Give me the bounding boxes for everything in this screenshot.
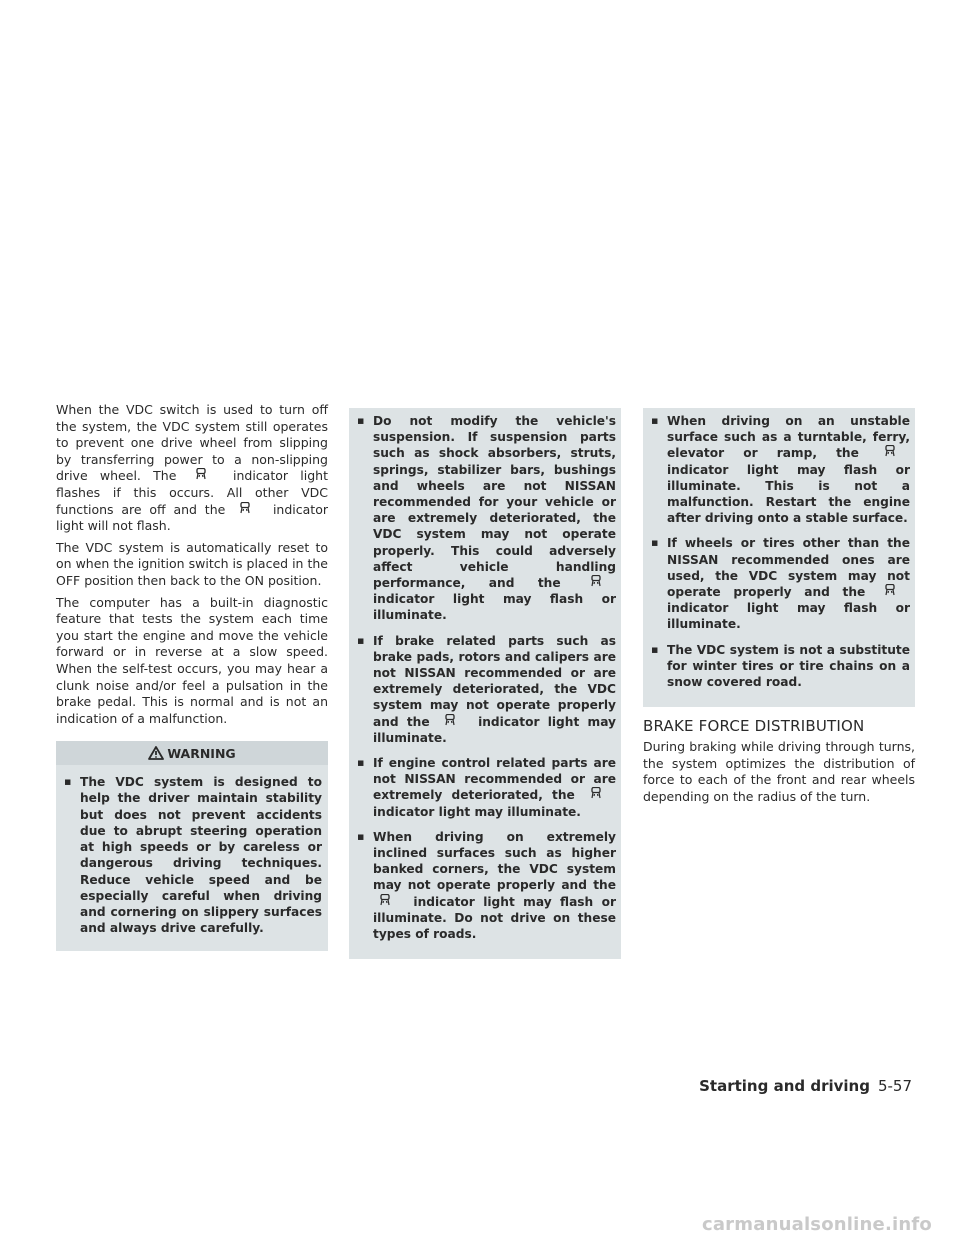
- footer-section-title: Starting and driving: [699, 1077, 870, 1095]
- list-item: ▪ If wheels or tires other than the NISSAN recommended ones are used, the VDC system may not operate properly and the indicator light may flash or illuminate.: [643, 535, 910, 632]
- list-item: ▪ When driving on extremely inclined surfaces such as higher banked corners, the VDC system may not operate properly and the indicator light may flash or illuminate. Do not drive on these types of roads.: [349, 829, 616, 942]
- warning-item: ▪ The VDC system is designed to help the driver maintain stability but does not prevent accidents due to abrupt steering operation at high speeds or by careless or dangerous driving techniques. Reduce vehicle speed and be especially careful when driving and cornering on slippery surfaces and always drive carefully.: [56, 774, 322, 936]
- page-number: 5-57: [877, 1077, 912, 1095]
- paragraph-vdc-switch: When the VDC switch is used to turn off the system, the VDC system still operates to prevent one drive wheel from slipping by transferring power to a non-slipping drive wheel. The indicator light flashes if this occurs. All other VDC functions are off and the indicator light will not flash.: [56, 402, 328, 534]
- paragraph-diagnostic: The computer has a built-in diagnostic feature that tests the system each time you start the engine and move the vehicle forward or in reverse at a slow speed. When the self-test occurs, you may hear a clunk noise and/or feel a pulsation in the brake pedal. This is normal and is not an indication of a malfunction.: [56, 594, 328, 726]
- vdc-off-indicator-icon: [442, 714, 458, 727]
- caution-list-2: [349, 413, 616, 942]
- warning-list: [56, 765, 328, 951]
- caution-list-3: [643, 413, 910, 690]
- vdc-off-indicator-icon: [237, 502, 253, 515]
- column-2: [349, 408, 621, 959]
- vdc-off-indicator-icon: [882, 445, 898, 458]
- vdc-off-indicator-icon: [377, 894, 393, 907]
- caution-box-2: [349, 408, 621, 959]
- vdc-off-indicator-icon: [193, 468, 209, 481]
- section-title-brake-force: BRAKE FORCE DISTRIBUTION: [643, 717, 865, 736]
- watermark: carmanualsonline.info: [701, 1214, 932, 1235]
- caution-box-3: [643, 408, 915, 707]
- warning-title: WARNING: [167, 745, 236, 761]
- paragraph-auto-reset: The VDC system is automatically reset to on when the ignition switch is placed in the OFF position then back to the ON position.: [56, 539, 328, 588]
- list-item: ▪ When driving on an unstable surface such as a turntable, ferry, elevator or ramp, the indicator light may flash or illuminate. This is not a malfunction. Restart the engine after driving onto a stable surface.: [643, 413, 910, 526]
- vdc-off-indicator-icon: [882, 584, 898, 597]
- warning-box: [56, 741, 328, 951]
- warning-header: [56, 741, 328, 765]
- list-item: ▪ Do not modify the vehicle's suspension. If suspension parts such as shock absorbers, struts, springs, stabilizer bars, bushings and wheels are not NISSAN recommended for your vehicle or are extremely deteriorated, the VDC system may not operate properly. This could adversely affect vehicle handling performance, and the indicator light may flash or illuminate.: [349, 413, 616, 624]
- column-3: [643, 408, 915, 811]
- page-footer: [699, 1077, 912, 1095]
- vdc-off-indicator-icon: [588, 787, 604, 800]
- column-1: [56, 402, 328, 951]
- list-item: ▪ If brake related parts such as brake pads, rotors and calipers are not NISSAN recommended or are extremely deteriorated, the VDC system may not operate properly and the indicator light may illuminate.: [349, 633, 616, 746]
- vdc-off-indicator-icon: [588, 575, 604, 588]
- list-item: ▪ The VDC system is not a substitute for winter tires or tire chains on a snow covered road.: [643, 642, 910, 691]
- list-item: ▪ If engine control related parts are not NISSAN recommended or are extremely deteriorated, the indicator light may illuminate.: [349, 755, 616, 820]
- paragraph-brake-force: During braking while driving through turns, the system optimizes the distribution of force to each of the front and rear wheels depending on the radius of the turn.: [643, 739, 915, 805]
- warning-triangle-icon: [148, 746, 164, 760]
